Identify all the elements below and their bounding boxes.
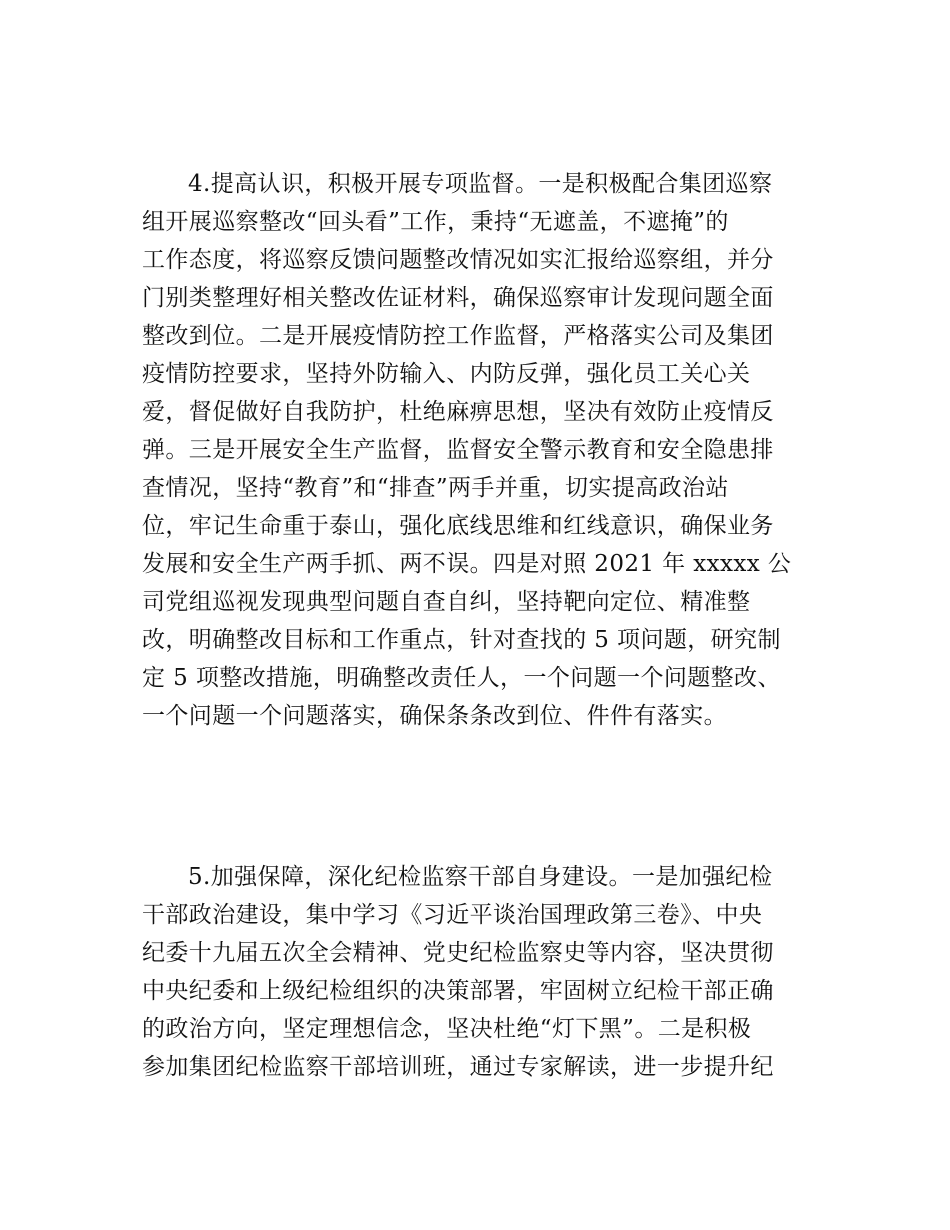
paragraph-line: 查情况，坚持“教育”和“排查”两手并重，切实提高政治站 — [142, 475, 729, 501]
paragraph-line: 爱，督促做好自我防护，杜绝麻痹思想，坚决有效防止疫情反 — [142, 399, 774, 425]
paragraph-line: 工作态度，将巡察反馈问题整改情况如实汇报给巡察组，并分 — [142, 247, 774, 273]
paragraph-line: 参加集团纪检监察干部培训班，通过专家解读，进一步提升纪 — [142, 1054, 774, 1080]
paragraph-line: 门别类整理好相关整改佐证材料，确保巡察审计发现问题全面 — [142, 285, 774, 311]
paragraph-line: 5.加强保障，深化纪检监察干部自身建设。一是加强纪检 — [188, 864, 773, 890]
paragraph-line: 改，明确整改目标和工作重点，针对查找的 5 项问题，研究制 — [142, 627, 781, 653]
paragraph-line: 中央纪委和上级纪检组织的决策部署，牢固树立纪检干部正确 — [142, 978, 774, 1004]
paragraph-line: 司党组巡视发现典型问题自查自纠，坚持靶向定位、精准整 — [142, 589, 751, 615]
paragraph-line: 的政治方向，坚定理想信念，坚决杜绝“灯下黑”。二是积极 — [142, 1016, 752, 1042]
paragraph-line: 弹。三是开展安全生产监督，监督安全警示教育和安全隐患排 — [142, 437, 774, 463]
paragraph-line: 位，牢记生命重于泰山，强化底线思维和红线意识，确保业务 — [142, 513, 774, 539]
paragraph-line: 疫情防控要求，坚持外防输入、内防反弹，强化员工关心关 — [142, 361, 751, 387]
paragraph-line: 定 5 项整改措施，明确整改责任人，一个问题一个问题整改、 — [142, 665, 781, 691]
paragraph-line: 纪委十九届五次全会精神、党史纪检监察史等内容，坚决贯彻 — [142, 940, 774, 966]
paragraph-4 — [142, 165, 812, 735]
paragraph-line: 发展和安全生产两手抓、两不误。四是对照 2021 年 xxxxx 公 — [142, 551, 792, 577]
paragraph-line: 一个问题一个问题落实，确保条条改到位、件件有落实。 — [142, 703, 727, 729]
paragraph-line: 组开展巡察整改“回头看”工作，秉持“无遮盖，不遮掩”的 — [142, 209, 729, 235]
paragraph-line: 整改到位。二是开展疫情防控工作监督，严格落实公司及集团 — [142, 323, 774, 349]
paragraph-line: 4.提高认识，积极开展专项监督。一是积极配合集团巡察 — [188, 171, 773, 197]
paragraph-line: 干部政治建设，集中学习《习近平谈治国理政第三卷》、中央 — [142, 902, 763, 928]
paragraph-5 — [142, 858, 812, 1086]
